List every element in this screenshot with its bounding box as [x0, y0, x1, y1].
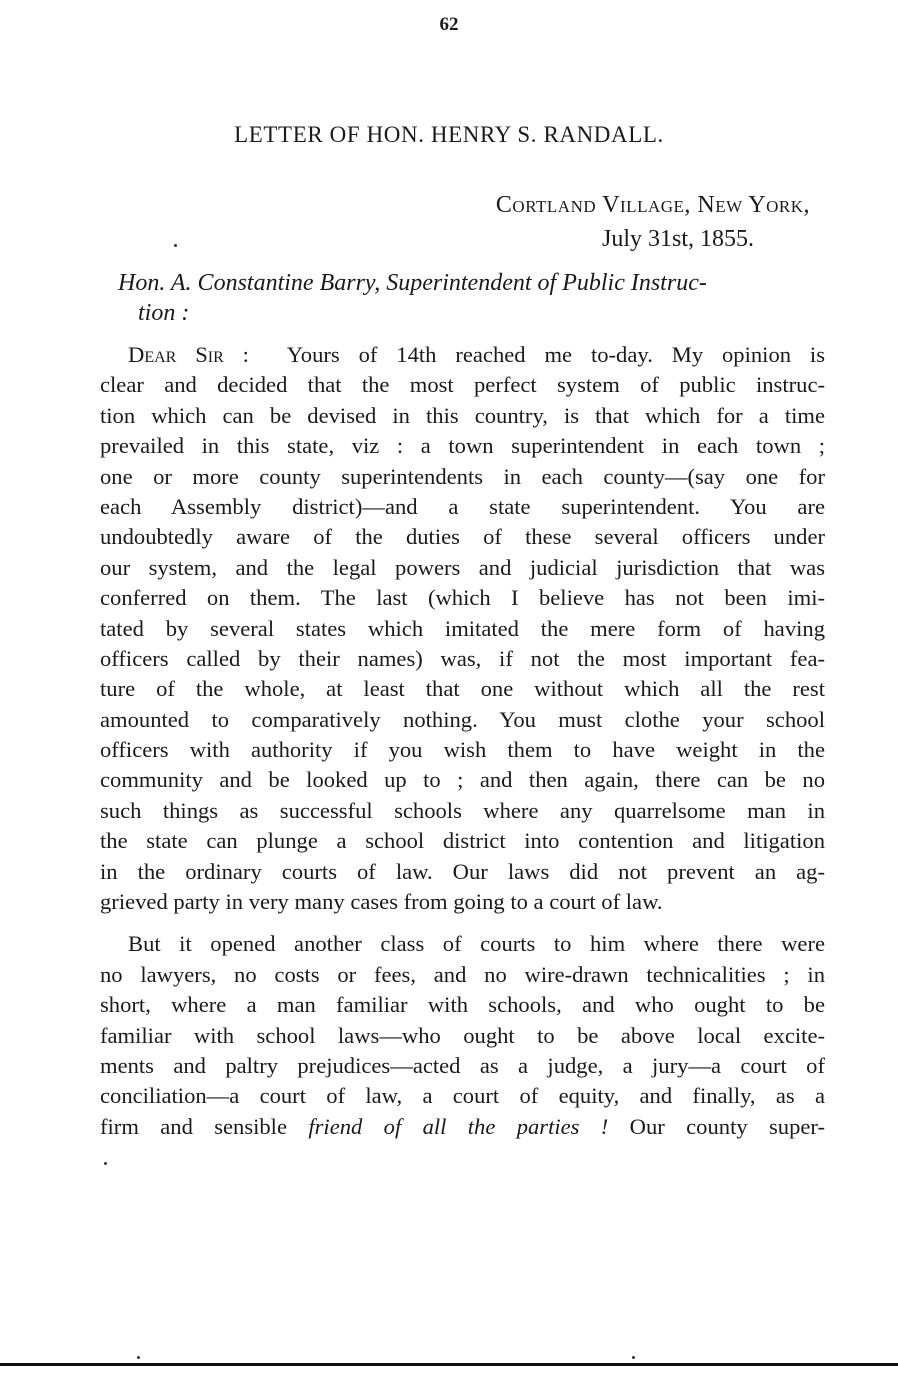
text-line: undoubtedly aware of the duties of these several officers under: [100, 524, 825, 550]
letter-heading: LETTER OF HON. HENRY S. RANDALL.: [234, 122, 664, 147]
text-line: each Assembly district)—and a state superintendent. You are: [100, 493, 825, 519]
text-line-end: Our county super-: [608, 1113, 825, 1139]
dateline: [496, 188, 810, 256]
page-number: 62: [439, 14, 459, 35]
text-line: [100, 340, 825, 370]
paragraph-2: [100, 929, 825, 1142]
scan-speck: [137, 1356, 140, 1359]
text-line: ture of the whole, at least that one without which all the rest: [100, 676, 825, 702]
dateline-date: July 31st, 1855.: [601, 226, 754, 252]
paragraph-gap: [100, 917, 825, 929]
text-line: one or more county superintendents in each county—(say one for: [100, 463, 825, 489]
text-line: conferred on them. The last (which I believe has not been imi-: [100, 585, 825, 611]
bottom-rule: [0, 1363, 898, 1366]
text-line: prevailed in this state, viz : a town superintendent in each town ;: [100, 433, 825, 459]
text-line: ments and paltry prejudices—acted as a judge, a jury—a court of: [100, 1052, 825, 1078]
scan-speck: [104, 1162, 107, 1165]
addressee-line-2: tion :: [138, 300, 190, 326]
text-line: conciliation—a court of law, a court of equity, and finally, as a: [100, 1083, 825, 1109]
letter-body: [100, 340, 825, 1142]
text-line: amounted to comparatively nothing. You must clothe your school: [100, 706, 825, 732]
emphasis-text: friend of all the parties !: [308, 1113, 609, 1139]
text-line: officers called by their names) was, if not the most important fea-: [100, 645, 825, 671]
addressee-line-1: Hon. A. Constantine Barry, Superintendent of Public Instruc-: [118, 270, 707, 296]
text-line: short, where a man familiar with schools, and who ought to be: [100, 992, 825, 1018]
text-line: tated by several states which imitated the mere form of having: [100, 615, 825, 641]
text-line: the state can plunge a school district into contention and litigation: [100, 828, 825, 854]
dateline-place: Cortland Village, New York,: [495, 192, 810, 218]
text-line: no lawyers, no costs or fees, and no wire-drawn technicalities ; in: [100, 961, 825, 987]
text-line: our system, and the legal powers and judicial jurisdiction that was: [100, 554, 825, 580]
salutation: Dear Sir :: [128, 342, 249, 367]
text-line: clear and decided that the most perfect system of public instruc-: [100, 372, 825, 398]
scan-speck: [632, 1356, 635, 1359]
paragraph-1: [100, 340, 825, 917]
addressee: [118, 268, 830, 328]
text-line: in the ordinary courts of law. Our laws did not prevent an ag-: [100, 858, 825, 884]
text-line: [100, 1112, 825, 1142]
text-line: grieved party in very many cases from going to a court of law.: [100, 889, 663, 915]
text-line-start: firm and sensible: [100, 1113, 309, 1139]
text-line: tion which can be devised in this country, is that which for a time: [100, 402, 825, 428]
scan-speck: [174, 244, 177, 247]
text-line: But it opened another class of courts to him where there were: [128, 931, 825, 957]
text-line-content: Yours of 14th reached me to-day. My opinion is: [286, 342, 825, 367]
text-line: such things as successful schools where any quarrelsome man in: [100, 797, 825, 823]
text-line: community and be looked up to ; and then again, there can be no: [100, 767, 825, 793]
text-line: familiar with school laws—who ought to be above local excite-: [100, 1022, 825, 1048]
text-line: officers with authority if you wish them to have weight in the: [100, 737, 825, 763]
